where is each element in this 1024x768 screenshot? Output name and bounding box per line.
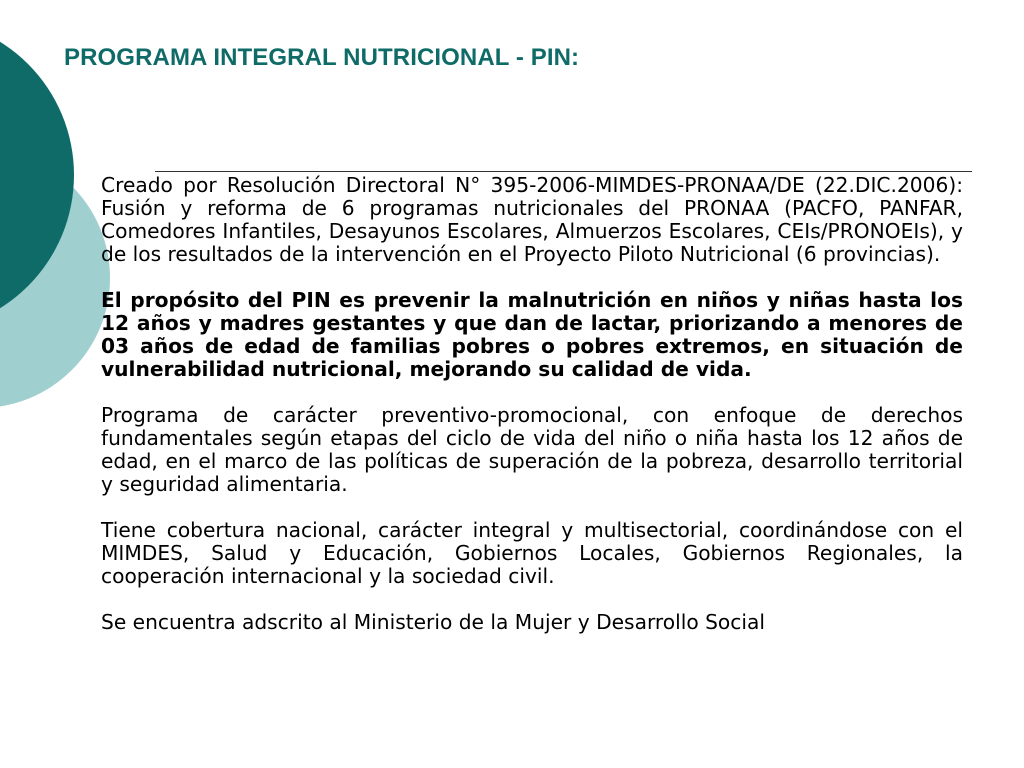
- slide-body: [101, 174, 963, 634]
- paragraph-character: Programa de carácter preventivo-promocional, con enfoque de derechos fundamentales según etapas del ciclo de vida del niño o niña hasta los 12 años de edad, en el marco de las políticas de superación de la pobreza, desarrollo territorial y seguridad alimentaria.: [101, 403, 963, 496]
- paragraph-ministry: Se encuentra adscrito al Ministerio de la Mujer y Desarrollo Social: [101, 610, 765, 634]
- slide-title: PROGRAMA INTEGRAL NUTRICIONAL - PIN:: [64, 44, 580, 71]
- paragraph-coverage: Tiene cobertura nacional, carácter integral y multisectorial, coordinándose con el MIMDES, Salud y Educación, Gobiernos Locales, Gobiernos Regionales, la cooperación internacional y la sociedad civil.: [101, 518, 963, 588]
- paragraph-creation: Creado por Resolución Directoral N° 395-2006-MIMDES-PRONAA/DE (22.DIC.2006): Fusión y reforma de 6 programas nutricionales del PRONAA (PACFO, PANFAR, Comedores Infantiles, Desayunos Escolares, Almuerzos Escolares, CEIs/PRONOEIs), y de los resultados de la intervención en el Proyecto Piloto Nutricional (6 provincias).: [101, 173, 963, 266]
- title-divider: [155, 171, 972, 172]
- paragraph-purpose: El propósito del PIN es prevenir la malnutrición en niños y niñas hasta los 12 años y madres gestantes y que dan de lactar, priorizando a menores de 03 años de edad de familias pobres o pobres extremos, en situación de vulnerabilidad nutricional, mejorando su calidad de vida.: [101, 288, 963, 381]
